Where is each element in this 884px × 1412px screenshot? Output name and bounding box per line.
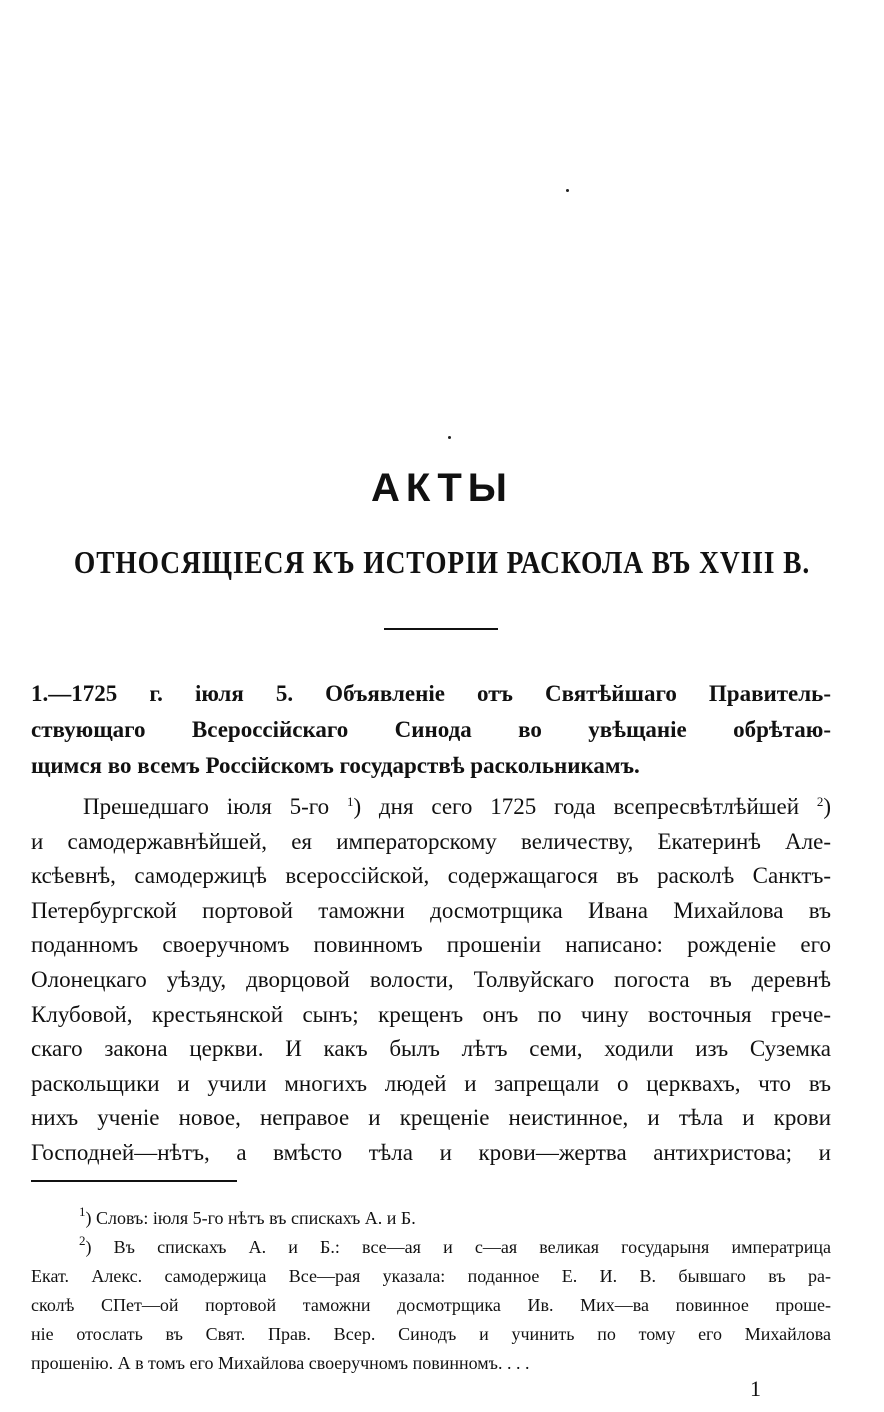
page-title: АКТЫ — [371, 466, 513, 510]
title-divider — [384, 628, 498, 630]
footnote-line: сколѣ СПет—ой портовой таможни досмотрщика Ив. Мих—ва повинное проше- — [31, 1295, 831, 1315]
footnote-marker: 2 — [79, 1233, 86, 1248]
heading-line: 1.—1725 г. іюля 5. Объявленіе отъ Святѣйшаго Правитель- — [31, 681, 831, 706]
page-subtitle: ОТНОСЯЩIЕСЯ КЪ ИСТОРIИ РАСКОЛА ВЪ XVIII В. — [73, 544, 811, 580]
footnote-2 — [31, 1233, 831, 1262]
footnote-1 — [31, 1204, 831, 1233]
footnote-divider — [31, 1180, 237, 1182]
body-line: ксѣевнѣ, самодержицѣ всероссійской, содержащагося въ расколѣ Санктъ- — [31, 863, 831, 889]
body-line: скаго закона церкви. И какъ былъ лѣтъ семи, ходили изъ Суземка — [31, 1036, 831, 1062]
footnote-text: ) Въ спискахъ А. и Б.: все—ая и с—ая великая государыня императрица — [85, 1237, 831, 1257]
heading-line: щимся во всемъ Россійскомъ государствѣ раскольникамъ. — [31, 753, 640, 778]
footnote-line: прошенію. А в томъ его Михайлова своеручномъ повинномъ. . . . — [31, 1353, 530, 1373]
body-line — [31, 790, 831, 825]
body-line: нихъ ученіе новое, неправое и крещеніе неистинное, и тѣла и крови — [31, 1105, 831, 1131]
heading-line: ствующаго Всероссійскаго Синода во увѣщаніе обрѣтаю- — [31, 717, 831, 742]
body-line: Петербургской портовой таможни досмотрщика Ивана Михайлова въ — [31, 897, 831, 923]
body-line: и самодержавнѣйшей, ея императорскому величеству, Екатеринѣ Але- — [31, 828, 831, 854]
body-paragraph — [31, 790, 831, 1171]
footnote-line: Екат. Алекс. самодержица Все—рая указала: поданное Е. И. В. бывшаго въ ра- — [31, 1266, 831, 1286]
footnotes — [31, 1204, 831, 1378]
body-line: Клубовой, крестьянской сынъ; крещенъ онъ по чину восточныя грече- — [31, 1001, 831, 1027]
body-text-segment: ) — [823, 794, 831, 819]
footnote-text: ) Словъ: іюля 5-го нѣтъ въ спискахъ А. и Б. — [85, 1208, 416, 1228]
footnote-marker: 1 — [79, 1204, 86, 1219]
body-line: Олонецкаго уѣзду, дворцовой волости, Толвуйскаго погоста въ деревнѣ — [31, 966, 831, 992]
footnote-line: ніе отослать въ Свят. Прав. Всер. Синодъ и учинить по тому его Михайлова — [31, 1324, 831, 1344]
body-text-segment: ) дня сего 1725 года всепресвѣтлѣйшей — [353, 794, 817, 819]
body-line: поданномъ своеручномъ повинномъ прошеніи написано: рожденіе его — [31, 932, 831, 958]
body-text-segment: Прешедшаго іюля 5-го — [83, 794, 347, 819]
body-line: раскольщики и учили многихъ людей и запрещали о церквахъ, что въ — [31, 1070, 831, 1096]
document-heading — [31, 676, 831, 784]
page-number: 1 — [750, 1376, 761, 1401]
print-speck — [566, 189, 569, 192]
footnote-marker: 2 — [816, 794, 824, 809]
body-line: Господней—нѣтъ, а вмѣсто тѣла и крови—жертва антихристова; и — [31, 1139, 831, 1165]
print-speck — [448, 436, 451, 439]
footnote-marker: 1 — [346, 794, 354, 809]
